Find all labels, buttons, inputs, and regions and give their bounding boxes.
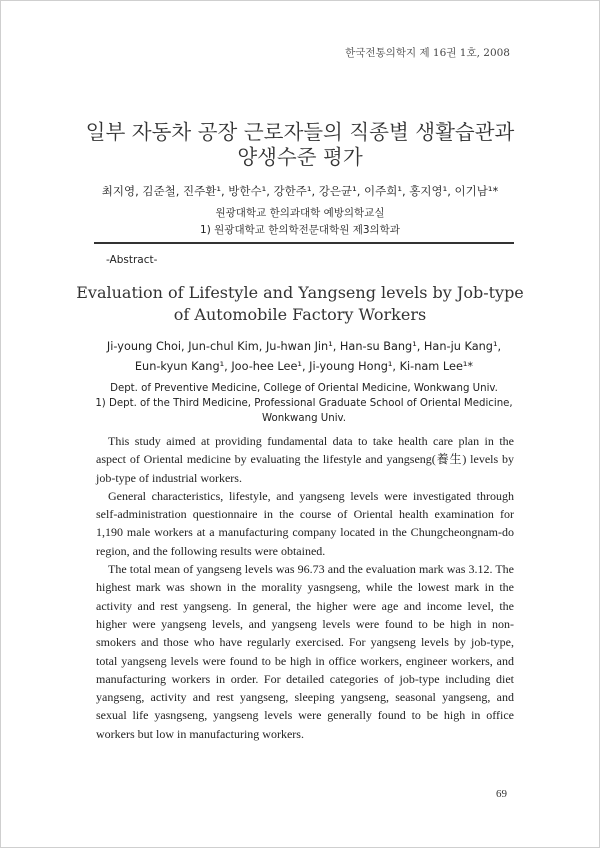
abstract-label: -Abstract- [106,254,158,266]
english-title [70,282,530,326]
english-affiliation-1: Dept. of Preventive Medicine, College of Oriental Medicine, Wonkwang Univ. [110,383,498,394]
page-number: 69 [496,788,507,800]
korean-title-line-2: 양생수준 평가 [237,145,363,169]
korean-title-line-1: 일부 자동차 공장 근로자들의 직종별 생활습관과 [85,120,515,144]
korean-authors: 최지영, 김준철, 진주환¹, 방한수¹, 강한주¹, 강은균¹, 이주희¹, 홍지영¹, 이기남¹* [101,184,499,198]
english-affiliation-2: 1) Dept. of the Third Medicine, Professional Graduate School of Oriental Medicine, Wonkwang Univ. [95,398,513,424]
english-authors-line-1: Ji-young Choi, Jun-chul Kim, Ju-hwan Jin¹, Han-su Bang¹, Han-ju Kang¹, [106,340,502,353]
running-head: 한국전통의학지 제 16권 1호, 2008 [345,47,510,59]
english-authors [95,337,513,377]
english-title-line-1: Evaluation of Lifestyle and Yangseng levels by Job-type [76,283,524,302]
abstract-paragraph-1: This study aimed at providing fundamental data to take health care plan in the aspect of Oriental medicine by evaluating the lifestyle and yangseng(養生) levels by job-type of industrial workers. [96,434,514,485]
abstract-paragraph-3: The total mean of yangseng levels was 96.73 and the evaluation mark was 3.12. The highest mark was shown in the morality yasngseng, while the lowest mark in the activity and rest yangseng. In general, the higher were age and income level, the higher were yangseng levels, and yangseng levels were found to be high in non-smokers and those who have regularly exercised. For yangseng levels by job-type, total yangseng levels were found to be high in office workers, engineer workers, and manufacturing workers in order. For detailed categories of job-type including diet yangseng, activity and rest yangseng, sleeping yangseng, seasonal yangseng, and sexual life yasngseng, yangseng levels were generally found to be high in office workers but low in manufacturing workers. [96,562,514,741]
abstract-body [96,432,514,743]
abstract-paragraph-2: General characteristics, lifestyle, and yangseng levels were investigated through self-administration questionnaire in the course of Oriental health examination for 1,190 male workers at a manufacturing company located in the Chungcheongnam-do region, and the following results were obtained. [96,488,514,558]
korean-affiliation-2: 1) 원광대학교 한의학전문대학원 제3의학과 [200,224,400,236]
korean-title [60,120,540,170]
english-title-line-2: of Automobile Factory Workers [173,305,427,324]
english-authors-line-2: Eun-kyun Kang¹, Joo-hee Lee¹, Ji-young Hong¹, Ki-nam Lee¹* [134,360,474,373]
header-divider [94,242,514,244]
korean-affiliation-1: 원광대학교 한의과대학 예방의학교실 [215,207,385,219]
